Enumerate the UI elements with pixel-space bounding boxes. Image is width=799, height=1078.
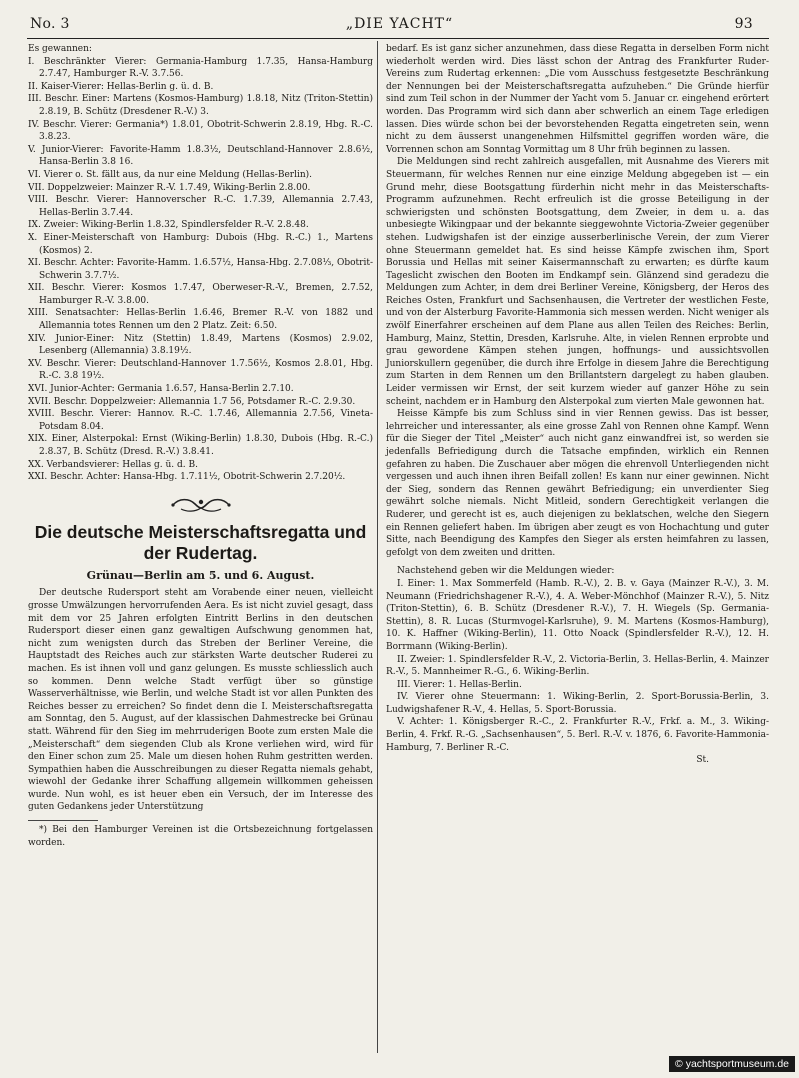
result-item: VI. Vierer o. St. fällt aus, da nur eine Meldung (Hellas-Berlin).: [28, 169, 312, 180]
result-item: XIV. Junior-Einer: Nitz (Stettin) 1.8.49, Martens (Kosmos) 2.9.02, Lesenberg (Allemannia) 3.8.19½.: [28, 333, 373, 357]
result-item: XIX. Einer, Alsterpokal: Ernst (Wiking-Berlin) 1.8.30, Dubois (Hbg. R.-C.) 2.8.37, B. Schütz (Dresd. R.-V.) 3.8.41.: [28, 434, 373, 457]
result-item: VIII. Beschr. Vierer: Hannoverscher R.-C. 1.7.39, Allemannia 2.7.43, Hellas-Berlin 3.7.44.: [28, 195, 373, 218]
results-intro: Es gewannen:: [28, 44, 92, 54]
right-column: [386, 43, 769, 767]
issue-number: No. 3: [30, 16, 70, 32]
entry-item: III. Vierer: 1. Hellas-Berlin.: [397, 679, 522, 690]
result-item: XX. Verbandsvierer: Hellas g. ü. d. B.: [28, 459, 198, 470]
entries-intro: Nachstehend geben wir die Meldungen wieder:: [397, 566, 615, 577]
article-subtitle: Grünau—Berlin am 5. und 6. August.: [86, 568, 315, 582]
result-item: X. Einer-Meisterschaft von Hamburg: Dubois (Hbg. R.-C.) 1., Martens (Kosmos) 2.: [28, 232, 373, 256]
decorative-flourish-icon: [169, 496, 233, 514]
column-divider: [377, 41, 378, 1053]
journal-title: „DIE YACHT“: [345, 16, 454, 32]
result-item: XI. Beschr. Achter: Favorite-Hamm. 1.6.57½, Hansa-Hbg. 2.7.08⅓, Obotrit-Schwerin 3.7.7½.: [28, 258, 373, 281]
author-signature: St.: [696, 755, 709, 766]
result-item: XV. Beschr. Vierer: Deutschland-Hannover 1.7.56½, Kosmos 2.8.01, Hbg. R.-C. 3.8 19½.: [28, 358, 373, 382]
article-paragraph: Die Meldungen sind recht zahlreich ausgefallen, mit Ausnahme des Vierers mit Steuermann, für welches Rennen nur eine einzige Meldung abgegeben ist — ein Grund mehr, diese Bootsgattung fürderhin nicht mehr in das Meisterschafts-Programm aufzunehmen. Recht erfreulich ist die grosse Beteiligung in der schwierigsten und schönsten Bootsgattung, dem Zweier, in dem u. a. das unbesiegte Wikingpaar und der bekannte sieggewohnte Victoria-Zweier gegenüber stehen. Ludwigshafen ist der einzige ausserberlinische Verein, der zum Vierer ohne Steuermann gemeldet hat. Es sind heisse Kämpfe zwischen ihm, Sport Borussia und Hellas mit seiner Kaisermannschaft zu erwarten; es dürfte kaum Tageslicht zwischen den Booten im Endkampf sein. Glänzend sind geradezu die Meldungen zum Achter, in dem drei Berliner Vereine, Königsberg, der Heros des Reiches Osten, Frankfurt und Sachsenhausen, die Vertreter der westlichen Feste, und von der Alsterburg Favorite-Hammonia sich messen werden. Nicht weniger als zwölf Einerfahrer erscheinen auf dem Plane aus allen Teilen des Reiches: Berlin, Hamburg, Mainz, Stettin, Dresden, Karlsruhe. Alte, in vielen Rennen erprobte und grau gewordene Kämpen stehen jungen, hoffnungs- und aussichtsvollen Juniorskullern gegenüber, die durch ihre Erfolge in diesem Jahre die Berechtigung zum Starten in dem Rennen um den Brillantstern dargelegt zu haben glauben. Leider vermissen wir Ernst, der seit kurzem wieder auf ganzer Höhe zu sein scheint, nachdem er in Hamburg den Alsterpokal zum vierten Male gewonnen hat.: [386, 157, 769, 407]
result-item: VII. Doppelzweier: Mainzer R.-V. 1.7.49, Wiking-Berlin 2.8.00.: [28, 182, 311, 193]
result-item: III. Beschr. Einer: Martens (Kosmos-Hamburg) 1.8.18, Nitz (Triton-Stettin) 2.8.19, B. Schütz (Dresdener R.-V.) 3.: [28, 94, 373, 117]
left-column: [28, 43, 373, 849]
footnote: *) Bei den Hamburger Vereinen ist die Ortsbezeichnung fortgelassen worden.: [28, 825, 373, 848]
footnote-rule: [28, 820, 98, 821]
result-item: I. Beschränkter Vierer: Germania-Hamburg 1.7.35, Hansa-Hamburg 2.7.47, Hamburger R.-V. 3.7.56.: [28, 56, 373, 80]
page-number: 93: [734, 16, 753, 32]
result-item: XVII. Beschr. Doppelzweier: Allemannia 1.7 56, Potsdamer R.-C. 2.9.30.: [28, 396, 356, 407]
entry-item: II. Zweier: 1. Spindlersfelder R.-V., 2. Victoria-Berlin, 3. Hellas-Berlin, 4. Mainzer R.-V., 5. Mannheimer R.-G., 6. Wiking-Berlin.: [386, 654, 769, 678]
result-item: XVIII. Beschr. Vierer: Hannov. R.-C. 1.7.46, Allemannia 2.7.56, Vineta-Potsdam 8.04.: [28, 409, 373, 432]
result-item: IV. Beschr. Vierer: Germania*) 1.8.01, Obotrit-Schwerin 2.8.19, Hbg. R.-C. 3.8.23.: [28, 119, 373, 143]
result-item: V. Junior-Vierer: Favorite-Hamm 1.8.3½, Deutschland-Hannover 2.8.6½, Hansa-Berlin 3.8 16.: [28, 144, 373, 168]
header-rule: [27, 38, 769, 39]
article-paragraph: bedarf. Es ist ganz sicher anzunehmen, dass diese Regatta in derselben Form nicht wiederholt werden wird. Dies lässt schon der Antrag des Frankfurter Ruder-Vereins zum Rudertag erkennen: „Die vom Ausschuss festgesetzte Beschränkung der Nennungen bei der Meisterschaftsregatta aufzuheben.“ Die Gründe hierfür sind zum Teil schon in der Nummer der Yacht vom 5. Januar cr. eingehend erörtert worden. Das Programm wird sich dann aber schwerlich an einem Tage erledigen lassen. Dies würde schon bei der bevorstehenden Regatta eingetreten sein, wenn nicht zu dem äusserst unangenehmen Hilfsmittel gegriffen worden wäre, die Vorrennen schon am Sonntag Vormittag um 8 Uhr früh beginnen zu lassen.: [386, 44, 769, 155]
result-item: XII. Beschr. Vierer: Kosmos 1.7.47, Oberweser-R.-V., Bremen, 2.7.52, Hamburger R.-V. 3.8.00.: [28, 283, 373, 306]
watermark: © yachtsportmuseum.de: [669, 1056, 795, 1072]
entry-item: IV. Vierer ohne Steuermann: 1. Wiking-Berlin, 2. Sport-Borussia-Berlin, 3. Ludwigshafener R.-V., 4. Hellas, 5. Sport-Borussia.: [386, 692, 769, 715]
article-paragraph: Heisse Kämpfe bis zum Schluss sind in vier Rennen gewiss. Das ist besser, lehrreicher und interessanter, als eine grosse Zahl von Rennen ohne Kampf. Wenn für die Sieger der Titel „Meister“ auch nicht ganz einwandfrei ist, so werden sie jedenfalls Befriedigung durch die Tatsache empfinden, wirklich ein Rennen gefahren zu haben. Die Zuschauer aber mögen die ehrenvoll Unterliegenden nicht vergessen und auch ihnen ihren Beifall zollen! Es kann nur einer gewinnen. Nicht der Sieg, sondern das Rennen gewährt Befriedigung; ein unverdienter Sieg gewährt solche niemals. Nicht Mitleid, sondern Gerechtigkeit verlangen die Ruderer, und gerecht ist es, auch diejenigen zu beklatschen, welche den Siegern ein Rennen geliefert haben. Im übrigen aber zeugt es von Hochachtung und guter Sitte, nach Beendigung des Kampfes den Sieger als ersten heimfahren zu lassen, gefolgt von dem zweiten und dritten.: [386, 409, 769, 558]
entry-item: I. Einer: 1. Max Sommerfeld (Hamb. R.-V.), 2. B. v. Gaya (Mainzer R.-V.), 3. M. Neumann (Friedrichshagener R.-V.), 4. A. Weber-Mönchhof (Mainzer R.-V.), 5. Nitz (Triton-Stettin), 6. B. Schütz (Dresdener R.-V.), 7. H. Wiegels (Sp. Germania-Stettin), 8. R. Lucas (Sturmvogel-Karlsruhe), 9. M. Martens (Kosmos-Hamburg), 10. K. Haffner (Wiking-Berlin), 11. Otto Noack (Spindlersfelder R.-V.), 12. H. Borrmann (Wiking-Berlin).: [386, 578, 769, 652]
result-item: XXI. Beschr. Achter: Hansa-Hbg. 1.7.11½, Obotrit-Schwerin 2.7.20½.: [28, 472, 346, 483]
article-title: Die deutsche Meisterschaftsregatta und der Rudertag.: [34, 521, 367, 563]
article-paragraph: Der deutsche Rudersport steht am Vorabende einer neuen, vielleicht grosse Umwälzungen hervorrufenden Aera. Es ist nicht zuviel gesagt, dass mit dem vor 25 Jahren erfolgten Eintritt Berlins in den deutschen Rudersport dieser einen ganz gewaltigen Aufschwung genommen hat, nicht zum wenigsten durch das Streben der Berliner Vereine, die Hauptstadt des Reiches auch zur stärksten Warte deutscher Ruderei zu machen. Es ist ihnen voll und ganz gelungen. Es musste schliesslich auch so kommen. Denn welche Stadt verfügt über so günstige Wasserverhältnisse, wie Berlin, und welche Stadt ist vor allen Punkten des Reiches besser zu erreichen? So findet denn die I. Meisterschaftsregatta am Sonntag, den 5. August, auf der klassischen Dahmestrecke bei Grünau statt. Während für den Sieg im mehrruderigen Boote zum ersten Male die „Meisterschaft“ dem siegenden Club als Krone verliehen wird, wird für den Einer schon zum 25. Male um diesen hohen Ruhm gestritten werden. Sympathien haben die Ausschreibungen zu dieser Regatta niemals gehabt, wiewohl der Gedanke ihrer Schaffung allgemein willkommen geheissen wurde. Nun wohl, es ist heuer eben ein Versuch, der im Interesse des guten Gedankens jeder Unterstützung: [28, 588, 373, 813]
result-item: II. Kaiser-Vierer: Hellas-Berlin g. ü. d. B.: [28, 81, 214, 92]
result-item: IX. Zweier: Wiking-Berlin 1.8.32, Spindlersfelder R.-V. 2.8.48.: [28, 220, 309, 231]
result-item: XVI. Junior-Achter: Germania 1.6.57, Hansa-Berlin 2.7.10.: [28, 384, 294, 395]
result-item: XIII. Senatsachter: Hellas-Berlin 1.6.46, Bremer R.-V. von 1882 und Allemannia totes Rennen um den 2 Platz. Zeit: 6.50.: [28, 308, 373, 332]
entry-item: V. Achter: 1. Königsberger R.-C., 2. Frankfurter R.-V., Frkf. a. M., 3. Wiking-Berlin, 4. Frkf. R.-G. „Sachsenhausen“, 5. Berl. R.-V. v. 1876, 6. Favorite-Hammonia-Hamburg, 7. Berliner R.-C.: [386, 717, 769, 753]
